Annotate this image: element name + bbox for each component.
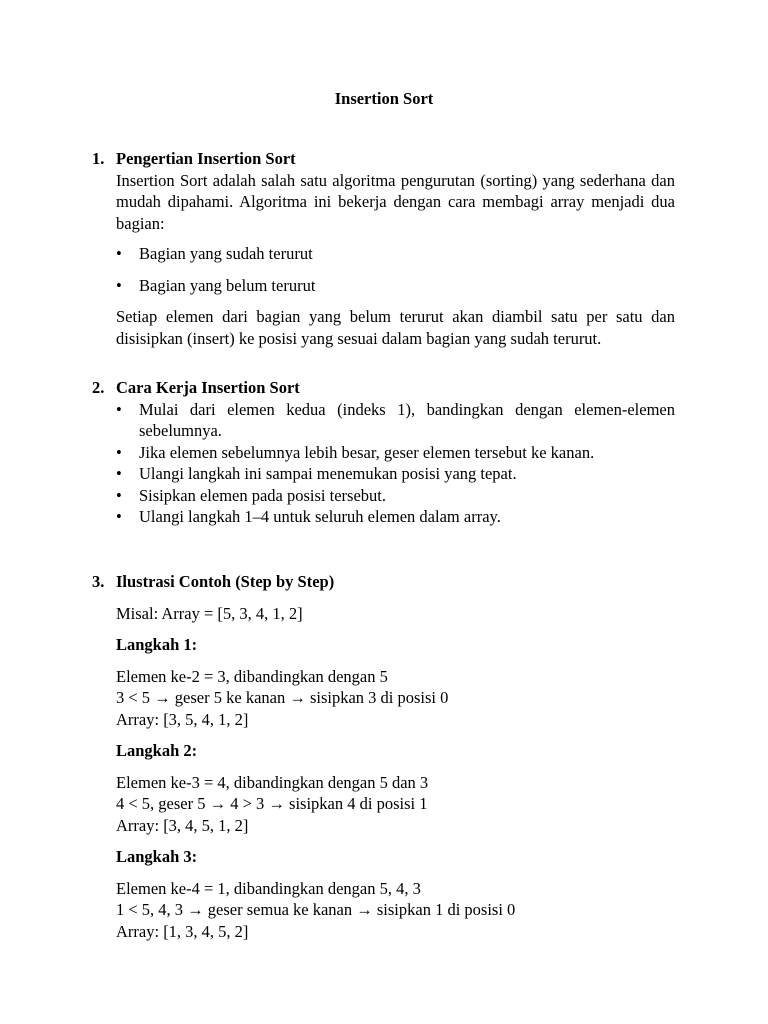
bullet-icon: • — [116, 464, 122, 483]
step-line: 4 < 5, geser 5 → 4 > 3 → sisipkan 4 di posisi 1 — [116, 794, 428, 813]
section-1-heading: Pengertian Insertion Sort — [116, 149, 296, 168]
step-line: Elemen ke-4 = 1, dibandingkan dengan 5, 4, 3 — [116, 878, 421, 898]
bullet-icon: • — [116, 399, 122, 419]
step-line: 3 < 5 → geser 5 ke kanan → sisipkan 3 di posisi 0 — [116, 688, 449, 707]
step-line: 1 < 5, 4, 3 → geser semua ke kanan → sisipkan 1 di posisi 0 — [116, 900, 516, 919]
step-2-body — [116, 772, 675, 837]
step-1-body — [116, 666, 675, 731]
section-3-heading: Ilustrasi Contoh (Step by Step) — [116, 572, 335, 591]
section-2-heading: Cara Kerja Insertion Sort — [116, 378, 300, 397]
list-item: • Bagian yang sudah terurut — [116, 244, 313, 263]
step-2-label: Langkah 2: — [116, 741, 198, 760]
section-1-intro: Insertion Sort adalah salah satu algoritma pengurutan (sorting) yang sederhana dan mudah dipahami. Algoritma ini bekerja dengan cara membagi array menjadi dua bagian: — [116, 170, 675, 233]
section-2-content — [116, 377, 675, 528]
section-1-bullet-list — [116, 243, 675, 296]
list-item: • Ulangi langkah 1–4 untuk seluruh elemen dalam array. — [116, 507, 501, 526]
bullet-icon: • — [116, 507, 122, 526]
section-1-content — [116, 148, 675, 349]
bullet-icon: • — [116, 442, 122, 462]
step-1-label: Langkah 1: — [116, 635, 198, 654]
section-2-bullet-list — [116, 399, 675, 528]
section-1-outro: Setiap elemen dari bagian yang belum terurut akan diambil satu per satu dan disisipkan (insert) ke posisi yang sesuai dalam bagian yang sudah terurut. — [116, 307, 675, 348]
section-3-number: 3. — [92, 572, 105, 591]
bullet-icon: • — [116, 244, 122, 263]
step-line: Array: [1, 3, 4, 5, 2] — [116, 921, 249, 941]
list-item: • Ulangi langkah ini sampai menemukan posisi yang tepat. — [116, 464, 517, 483]
list-item: • Jika elemen sebelumnya lebih besar, geser elemen tersebut ke kanan. — [116, 442, 595, 462]
document-title: Insertion Sort — [334, 89, 434, 108]
section-3-content — [116, 571, 675, 942]
step-3-body — [116, 878, 675, 943]
section-1-number: 1. — [92, 149, 105, 168]
step-line: Array: [3, 5, 4, 1, 2] — [116, 709, 249, 729]
step-line: Array: [3, 4, 5, 1, 2] — [116, 815, 249, 835]
section-2-number: 2. — [92, 378, 105, 397]
bullet-icon: • — [116, 275, 122, 295]
step-line: Elemen ke-2 = 3, dibandingkan dengan 5 — [116, 666, 388, 686]
list-item: • Bagian yang belum terurut — [116, 275, 316, 295]
example-array: Misal: Array = [5, 3, 4, 1, 2] — [116, 603, 303, 623]
list-item: • Mulai dari elemen kedua (indeks 1), bandingkan dengan elemen-elemen sebelumnya. — [116, 399, 675, 440]
bullet-icon: • — [116, 485, 122, 505]
list-item: • Sisipkan elemen pada posisi tersebut. — [116, 485, 386, 505]
step-3-label: Langkah 3: — [116, 847, 198, 866]
step-line: Elemen ke-3 = 4, dibandingkan dengan 5 dan 3 — [116, 772, 429, 792]
